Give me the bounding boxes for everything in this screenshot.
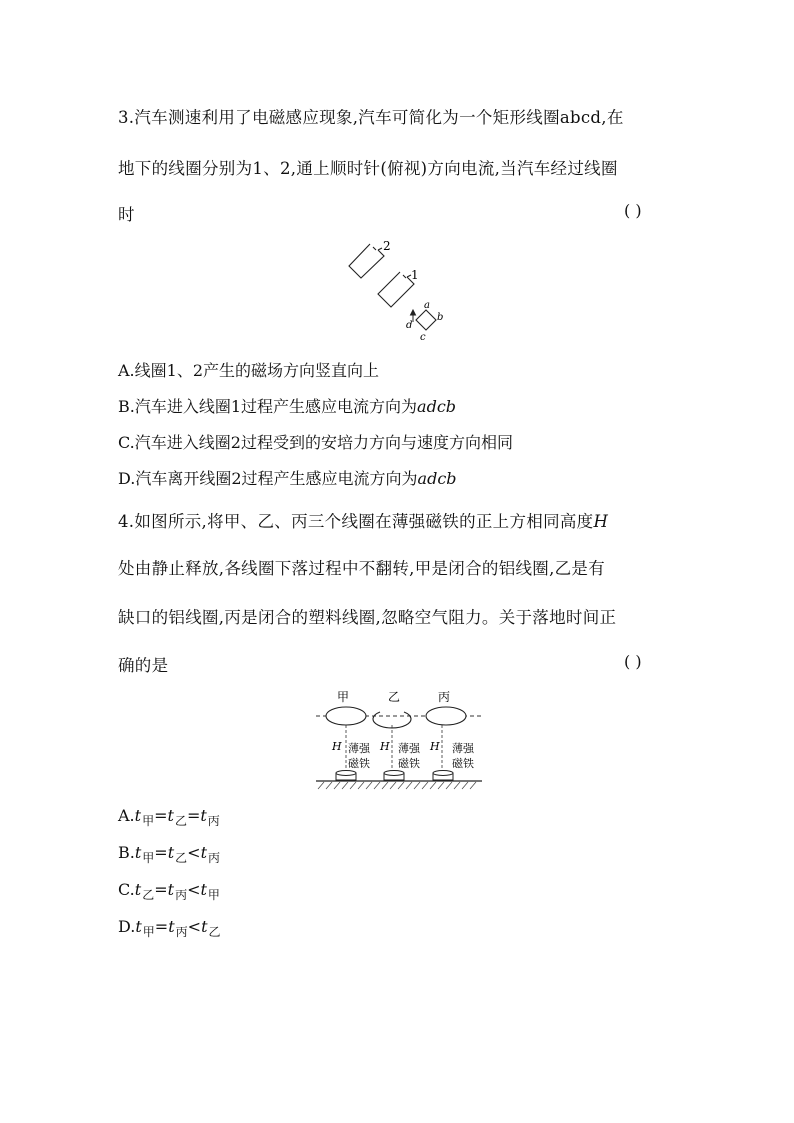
q3-option-d-text: D.汽车离开线圈2过程产生感应电流方向为	[118, 469, 418, 488]
q4-option-a-prefix: A.	[118, 806, 135, 825]
q3-coil-figure	[340, 236, 460, 346]
magnet-jia	[336, 771, 356, 781]
q4-option-c-s2: 丙	[175, 888, 188, 902]
magnet-label-yi-top: 薄强	[398, 742, 420, 755]
q4-option-c	[118, 880, 220, 902]
q3-option-b-text: B.汽车进入线圈1过程产生感应电流方向为	[118, 397, 418, 416]
q4-option-b	[118, 843, 221, 865]
q3-option-b	[118, 394, 456, 417]
q4-option-d-op2: <	[187, 917, 202, 936]
h-label-bing: H	[430, 740, 440, 753]
q3-stem-line-3: 时	[118, 205, 135, 224]
q4-option-d-t1: t	[135, 917, 142, 936]
q3-stem-line-1: 3.汽车测速利用了电磁感应现象,汽车可简化为一个矩形线圈abcd,在	[118, 108, 624, 127]
q4-option-a-t3: t	[200, 806, 207, 825]
q4-option-d	[118, 917, 221, 939]
label-c: c	[420, 332, 426, 343]
q4-option-a-s1: 甲	[142, 814, 155, 828]
magnet-bing	[433, 771, 453, 781]
ground-hatching	[318, 782, 476, 789]
coil-2-label: 2	[383, 239, 391, 253]
q4-option-c-s1: 乙	[142, 888, 155, 902]
coil-1	[378, 272, 414, 307]
q4-option-b-t3: t	[200, 843, 207, 862]
magnet-label-jia-top: 薄强	[348, 742, 370, 755]
q3-answer-bracket: ( )	[624, 201, 642, 220]
q4-stem-line-4: 确的是	[118, 656, 169, 675]
q4-option-b-op2: <	[187, 843, 201, 862]
q4-option-b-s1: 甲	[142, 851, 155, 865]
q4-stem-line-3: 缺口的铝线圈,丙是闭合的塑料线圈,忽略空气阻力。关于落地时间正	[118, 608, 617, 627]
label-yi: 乙	[388, 690, 401, 704]
coil-2	[349, 244, 384, 278]
q4-option-a	[118, 806, 220, 828]
q4-option-a-s2: 乙	[174, 814, 187, 828]
q4-option-a-s3: 丙	[207, 814, 220, 828]
q4-option-b-t2: t	[167, 843, 175, 862]
car-coil-abcd	[416, 310, 436, 330]
q4-option-c-op2: <	[187, 880, 201, 899]
label-a: a	[424, 300, 430, 311]
q4-stem-line-1	[118, 508, 608, 532]
q4-option-a-t2: t	[167, 806, 174, 825]
q4-option-c-op1: =	[154, 880, 168, 899]
h-label-jia: H	[332, 740, 342, 753]
q3-option-d-path: adcb	[417, 469, 457, 488]
q4-answer-bracket: ( )	[624, 652, 642, 671]
q4-option-c-t1: t	[134, 880, 142, 899]
q4-option-d-s2: 丙	[175, 925, 188, 939]
q4-option-d-t3: t	[201, 917, 208, 936]
coil-1-label: 1	[411, 268, 419, 282]
q4-option-d-s3: 乙	[208, 925, 221, 939]
q4-option-b-op1: =	[154, 843, 168, 862]
q4-height-symbol: H	[593, 512, 609, 531]
q4-stem-text: 4.如图所示,将甲、乙、丙三个线圈在薄强磁铁的正上方相同高度	[118, 512, 594, 531]
magnet-label-bing-bottom: 磁铁	[452, 757, 474, 770]
q4-option-a-t1: t	[134, 806, 142, 825]
q4-option-c-s3: 甲	[207, 888, 220, 902]
q3-option-a: A.线圈1、2产生的磁场方向竖直向上	[118, 361, 380, 380]
q4-option-d-op1: =	[154, 917, 169, 936]
q3-stem-line-2: 地下的线圈分别为1、2,通上顺时针(俯视)方向电流,当汽车经过线圈	[118, 159, 618, 178]
q4-option-d-s1: 甲	[142, 925, 155, 939]
q4-option-c-prefix: C.	[118, 880, 135, 899]
q4-option-a-op1: =	[154, 806, 168, 825]
q4-option-b-s2: 乙	[175, 851, 188, 865]
q4-stem-line-2: 处由静止释放,各线圈下落过程中不翻转,甲是闭合的铝线圈,乙是有	[118, 559, 606, 578]
label-b: b	[437, 312, 444, 323]
magnet-label-jia-bottom: 磁铁	[348, 757, 370, 770]
coil-jia	[326, 707, 366, 725]
label-bing: 丙	[438, 690, 451, 704]
q3-option-b-path: adcb	[417, 397, 457, 416]
q4-option-c-t3: t	[200, 880, 207, 899]
q4-option-d-prefix: D.	[118, 917, 136, 936]
magnet-yi	[384, 771, 404, 781]
q4-option-d-t2: t	[168, 917, 175, 936]
q4-option-b-t1: t	[134, 843, 142, 862]
magnet-label-yi-bottom: 磁铁	[398, 757, 420, 770]
q3-option-c: C.汽车进入线圈2过程受到的安培力方向与速度方向相同	[118, 433, 513, 452]
q3-option-d	[118, 466, 457, 489]
label-d: d	[406, 320, 413, 331]
q4-falling-coils-figure	[312, 686, 482, 794]
label-jia: 甲	[337, 690, 350, 704]
q4-option-b-s3: 丙	[208, 851, 221, 865]
q4-option-a-op2: =	[186, 806, 201, 825]
q4-option-b-prefix: B.	[118, 843, 135, 862]
q4-option-c-t2: t	[167, 880, 175, 899]
h-label-yi: H	[380, 740, 390, 753]
magnet-label-bing-top: 薄强	[452, 742, 474, 755]
coil-bing	[426, 707, 466, 725]
